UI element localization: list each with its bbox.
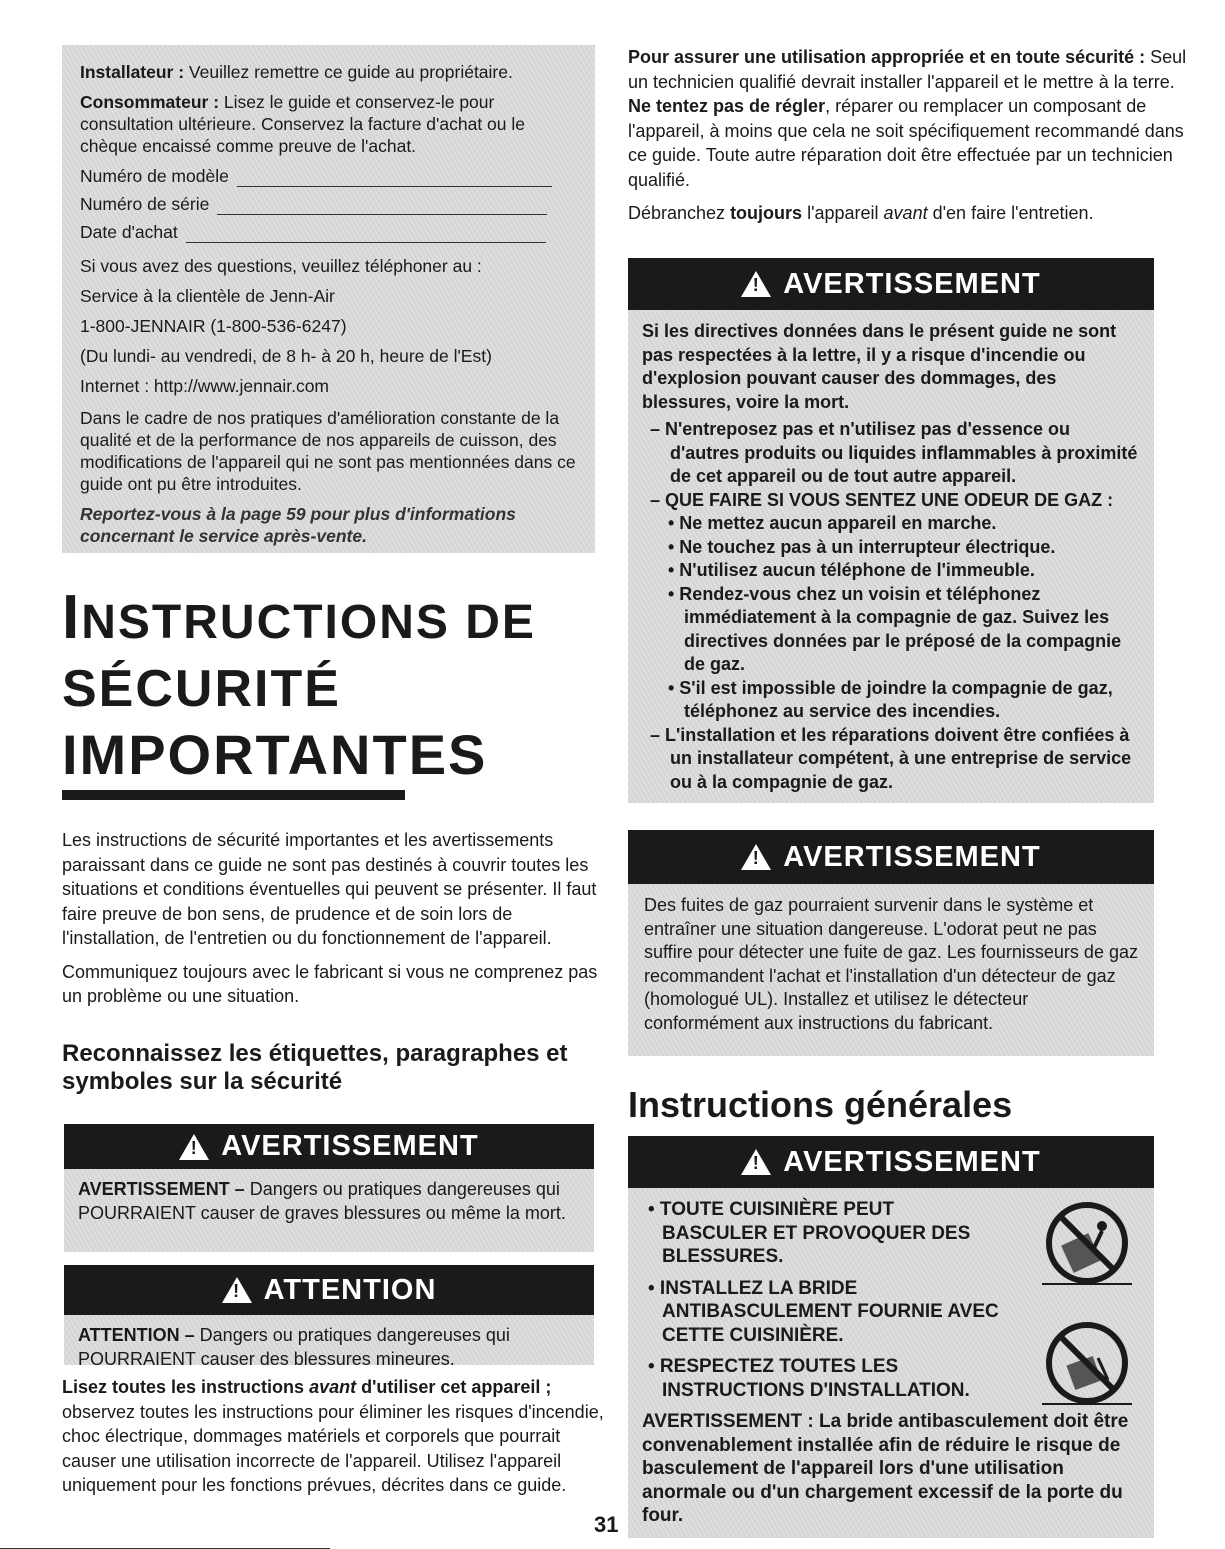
- purchase-date-field[interactable]: [186, 228, 546, 243]
- list-item: – L'installation et les réparations doivent être confiées à un installateur compétent, à une entreprise de service ou à la compagnie de gaz.: [650, 724, 1132, 792]
- list-item: • N'utilisez aucun téléphone de l'immeuble.: [668, 560, 1035, 580]
- unplug-paragraph: [628, 201, 1188, 226]
- attention-label: ATTENTION: [263, 1273, 437, 1306]
- warning-triangle-icon: !: [741, 271, 771, 297]
- consumer-paragraph: [80, 91, 577, 157]
- section-heading: Instructions générales: [628, 1084, 1013, 1125]
- attention-definition-body: Dangers ou pratiques dangereuses qui POURRAIENT causer des blessures mineures.: [78, 1325, 510, 1369]
- anti-tip-bracket-prohibited-icon: [1042, 1318, 1132, 1408]
- purchase-date-row: [80, 221, 577, 243]
- warning-body: [628, 1188, 1154, 1538]
- list-item: • INSTALLEZ LA BRIDE ANTIBASCULEMENT FOURNIE AVEC CETTE CUISINIÈRE.: [648, 1277, 999, 1346]
- intro-text: [62, 828, 607, 1018]
- attention-header: [64, 1265, 594, 1315]
- warning-list: [642, 418, 1140, 794]
- title-line-2: SÉCURITÉ: [62, 660, 341, 718]
- installer-paragraph: [80, 61, 577, 83]
- contact-block: [80, 255, 577, 397]
- safe-use-text: Seul un technicien qualifié devrait installer l'appareil et le mettre à la terre.: [628, 47, 1187, 92]
- warning-label: AVERTISSEMENT: [221, 1130, 479, 1162]
- installer-info-box: [62, 45, 595, 553]
- list-item: • Rendez-vous chez un voisin et téléphonez immédiatement à la compagnie de gaz. Suivez les directives données par le préposé de la compagnie de gaz.: [668, 583, 1122, 674]
- warning-label: AVERTISSEMENT: [783, 840, 1041, 873]
- installer-text: Veuillez remettre ce guide au propriétaire.: [184, 62, 513, 82]
- gas-leak-warning-text: Des fuites de gaz pourraient survenir dans le système et entraîner une situation dangereuse. L'odorat peut ne pas suffire pour détecter une fuite de gaz. Les fournisseurs de gaz recommandent l'achat et l'installation d'un détecteur de gaz (homologué UL). Installez et utilisez le détecteur conformément aux instructions du fabricant.: [644, 895, 1138, 1033]
- read-all-instructions: [62, 1375, 612, 1498]
- warning-list: [642, 1198, 1002, 1402]
- list-item: • Ne touchez pas à un interrupteur électrique.: [668, 536, 1056, 557]
- section-heading: Reconnaissez les étiquettes, paragraphes et symboles sur la sécurité: [62, 1040, 568, 1095]
- unplug-text: d'en faire l'entretien.: [927, 203, 1094, 223]
- warning-intro: Si les directives données dans le présent guide ne sont pas respectées à la lettre, il y a risque d'incendie ou d'explosion pouvant causer des dommages, des blessures, voire la mort.: [642, 321, 1117, 412]
- read-all-lead: Lisez toutes les instructions: [62, 1377, 310, 1397]
- serial-number-label: Numéro de série: [80, 194, 210, 214]
- warning-definition-lead: AVERTISSEMENT –: [78, 1179, 245, 1199]
- warning-header: [628, 258, 1154, 310]
- attention-definition-box: [64, 1265, 594, 1369]
- list-item: • S'il est impossible de joindre la compagnie de gaz, téléphonez au service des incendies.: [668, 677, 1113, 721]
- read-all-text: observez toutes les instructions pour éliminer les risques d'incendie, choc électrique, dommages matériels et corporels que pourrait causer une utilisation incorrecte de l'appareil. Utilisez l'appareil uniquement pour les fonctions prévues, décrites dans ce guide.: [62, 1401, 604, 1495]
- unplug-text: Débranchez: [628, 203, 731, 223]
- consumer-text: Lisez le guide et conservez-le pour consultation ultérieure. Conservez la facture d'achat ou le chèque encaissé comme preuve de l'achat.: [80, 92, 525, 156]
- serial-number-field[interactable]: [217, 200, 547, 215]
- model-number-label: Numéro de modèle: [80, 166, 229, 186]
- gas-leak-warning-box: [628, 830, 1154, 1056]
- anti-tip-note: AVERTISSEMENT : La bride antibasculement doit être convenablement installée afin de réduire le risque de basculement de l'appareil lors d'une utilisation anormale ou d'un chargement excessif de la porte du four.: [642, 1411, 1129, 1526]
- model-number-row: [80, 165, 577, 187]
- model-number-field[interactable]: [237, 172, 552, 187]
- warning-triangle-icon: !: [741, 844, 771, 870]
- title-rule: [62, 790, 405, 800]
- warning-triangle-icon: !: [222, 1277, 252, 1303]
- intro-paragraph: Les instructions de sécurité importantes et les avertissements paraissant dans ce guide ne sont pas destinés à couvrir toutes les situations et conditions éventuelles qui peuvent se présenter. Il faut faire preuve de bon sens, de prudence et de soin lors de l'installation, de l'entretien ou du fonctionnement de l'appareil.: [62, 830, 597, 948]
- safe-use-section: [628, 45, 1188, 235]
- warning-triangle-icon: !: [179, 1134, 209, 1160]
- warning-header: [64, 1124, 594, 1169]
- intro-paragraph: Communiquez toujours avec le fabricant si vous ne comprenez pas un problème ou une situation.: [62, 961, 598, 1006]
- service-reference: Reportez-vous à la page 59 pour plus d'informations concernant le service après-vente.: [80, 504, 516, 546]
- warning-body: [628, 310, 1154, 804]
- title-line-3: IMPORTANTES: [62, 723, 488, 786]
- attention-definition-lead: ATTENTION –: [78, 1325, 195, 1345]
- warning-label: AVERTISSEMENT: [783, 1145, 1041, 1178]
- safe-use-text: , réparer ou remplacer un composant de l'appareil, à moins que cela ne soit spécifiquement recommandé dans ce guide. Toute autre réparation doit être effectuée par un technicien qualifié.: [628, 96, 1184, 190]
- warning-header: [628, 830, 1154, 884]
- safe-use-heading: Pour assurer une utilisation appropriée et en toute sécurité :: [628, 47, 1146, 67]
- serial-number-row: [80, 193, 577, 215]
- contact-line: 1-800-JENNAIR (1-800-536-6247): [80, 316, 347, 336]
- tip-over-warning-box: [628, 1136, 1154, 1538]
- purchase-date-label: Date d'achat: [80, 222, 178, 242]
- contact-line: Internet : http://www.jennair.com: [80, 376, 330, 396]
- read-all-lead-emph: avant: [309, 1377, 357, 1397]
- consumer-label: Consommateur :: [80, 92, 220, 112]
- attention-definition-text: [64, 1315, 594, 1379]
- contact-line: Si vous avez des questions, veuillez téléphoner au :: [80, 256, 482, 276]
- improvement-text: Dans le cadre de nos pratiques d'amélioration constante de la qualité et de la performance de nos appareils de cuisson, des modifications de l'appareil qui ne sont pas mentionnées dans ce guide ont pu être introduites.: [80, 408, 576, 494]
- safe-use-emph: Ne tentez pas de régler: [628, 96, 826, 116]
- title-line-1: NSTRUCTIONS DE: [81, 596, 536, 649]
- warning-definition-text: [64, 1169, 594, 1233]
- page-number: 31: [594, 1512, 619, 1537]
- warning-definition-box: [64, 1124, 594, 1252]
- warning-triangle-icon: !: [741, 1149, 771, 1175]
- page-title: [62, 585, 602, 788]
- installer-label: Installateur :: [80, 62, 185, 82]
- unplug-text: l'appareil: [802, 203, 884, 223]
- list-item: – QUE FAIRE SI VOUS SENTEZ UNE ODEUR DE GAZ :: [650, 489, 1114, 510]
- list-item: • Ne mettez aucun appareil en marche.: [668, 513, 997, 533]
- safe-use-paragraph: [628, 45, 1188, 192]
- read-all-lead-end: d'utiliser cet appareil ;: [356, 1377, 552, 1397]
- tip-over-prohibited-icon: [1042, 1198, 1132, 1288]
- warning-header: [628, 1136, 1154, 1188]
- list-item: • RESPECTEZ TOUTES LES INSTRUCTIONS D'INSTALLATION.: [648, 1356, 970, 1401]
- fire-explosion-warning-box: [628, 258, 1154, 803]
- unplug-emph: toujours: [730, 203, 803, 223]
- warning-definition-body: Dangers ou pratiques dangereuses qui POURRAIENT causer de graves blessures ou même la mort.: [78, 1179, 566, 1223]
- list-item: – N'entreposez pas et n'utilisez pas d'essence ou d'autres produits ou liquides inflammables à proximité de cet appareil ou de tout autre appareil.: [650, 419, 1138, 486]
- list-item: • TOUTE CUISINIÈRE PEUT BASCULER ET PROVOQUER DES BLESSURES.: [648, 1199, 971, 1267]
- title-initial: I: [62, 583, 82, 652]
- unplug-italic: avant: [883, 203, 928, 223]
- contact-line: Service à la clientèle de Jenn-Air: [80, 286, 335, 306]
- warning-label: AVERTISSEMENT: [783, 267, 1041, 300]
- contact-line: (Du lundi- au vendredi, de 8 h- à 20 h, heure de l'Est): [80, 346, 492, 366]
